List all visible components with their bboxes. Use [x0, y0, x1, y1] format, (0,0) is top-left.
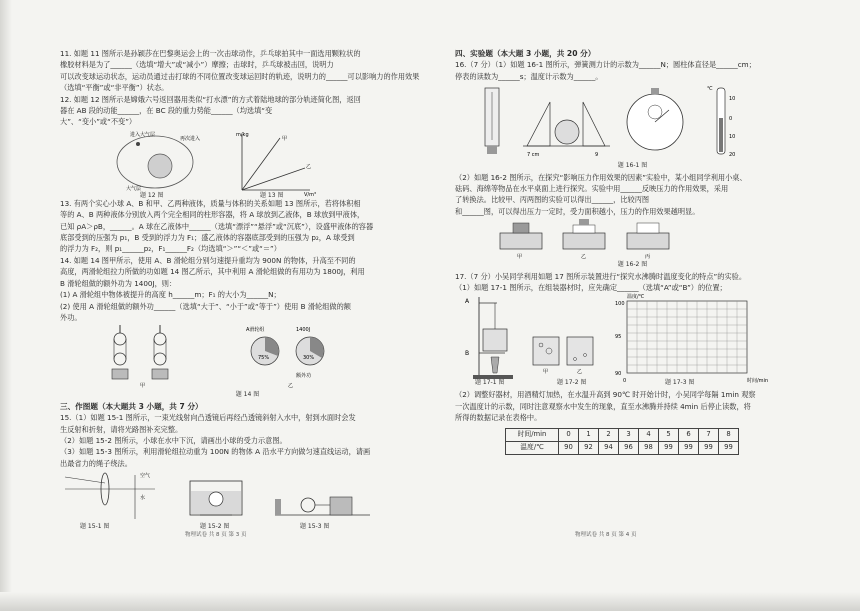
q13-line-2: 等的 A、B 两种液体分别放入两个完全相同的柱形容器，将 A 球放到乙液体，B 球放到甲液体，: [60, 210, 365, 220]
fig17-3-y-label: 温度/℃: [627, 294, 645, 301]
table-cell: 7: [699, 428, 719, 441]
fig17-drawing: [455, 293, 810, 389]
left-footer: 物理试卷 共 8 页 第 3 页: [185, 532, 247, 538]
q15-line-3: （2）如题 15-2 图所示，小球在水中下沉，请画出小球的受力示意图。: [60, 435, 287, 445]
table-cell: 1: [579, 428, 599, 441]
section4-title: 四、实验题（本大题 3 小题，共 20 分）: [455, 49, 596, 58]
q13-line-6: 14. 如题 14 图甲所示，使用 A、B 滑轮组分别匀速提升重均为 900N 的物体，升高至不同的: [60, 255, 356, 265]
q13-line-5: 的浮力为 F₂，则 p₁______p₂，F₁______F₂（均选填“＞”“＜”或“＝”）: [60, 244, 281, 254]
q11-line-4: （选填“平衡”或“非平衡”）状态。: [60, 83, 169, 93]
fig16-spring-scale: [485, 88, 499, 154]
table-row-temp: [506, 441, 739, 454]
fig14-extra-label: 额外功: [296, 373, 312, 380]
q16-line-1: 16.（7 分）（1）如题 16-1 图所示，弹簧测力计的示数为______N；圆柱体直径是______cm；: [455, 60, 756, 70]
fig16-2-bing: [627, 223, 669, 259]
fig16-2-jia-label: 甲: [517, 254, 523, 260]
table-cell: 4: [639, 428, 659, 441]
table-header-time: 时间/min: [506, 428, 559, 441]
fig16-2-bing-label: 丙: [645, 254, 651, 260]
fig17-3-tick-95: 95: [615, 334, 622, 341]
q16-2-line-2: 砝码、海绵等物品在水平桌面上进行探究。实验中用______反映压力的作用效果，采用: [455, 184, 729, 194]
fig16-1-drawing: [455, 82, 810, 160]
section3-title: 三、作图题（本大题共 3 小题，共 7 分）: [60, 401, 203, 411]
q12-line-3: 大”、“变小”或“不变”）: [60, 117, 137, 127]
table-header-temp: 温度/℃: [506, 441, 559, 454]
q15-line-1: 15.（1）如题 15-1 图所示，一束光线射向凸透镜后再经凸透镜斜射入水中，射到水面时会发: [60, 413, 356, 423]
fig14-pie-b-value: 30%: [303, 355, 315, 362]
q17-line-2: （1）如题 17-1 图所示，在组装器材时，应先确定______（选填“A”或“B”）的位置；: [455, 283, 727, 293]
q12-line-2: 器在 AB 段的动能______，在 BC 段的重力势能______（均选填“变: [60, 106, 273, 116]
q14-line-3: (1) A 滑轮组中物体被提升的高度 h______m；F₁ 的大小为______N；: [60, 290, 281, 300]
table-cell: 99: [659, 441, 679, 454]
fig17-3-tick-0: 0: [623, 378, 627, 385]
figure-16-2: [455, 217, 810, 259]
q14-line-5: 外功。: [60, 312, 82, 322]
page-left-edge: [0, 0, 12, 611]
figure-17: [455, 293, 810, 389]
fig12-caption: 题 12 图: [140, 191, 164, 199]
fig17-a-label: A: [465, 298, 470, 306]
fig13-graph: [236, 132, 316, 198]
fig16-therm-10: 10: [729, 96, 736, 103]
fig17-1-caption: 题 17-1 图: [475, 379, 505, 387]
q15-line-2: 生反射和折射，请将光路图补充完整。: [60, 424, 183, 434]
fig17-3-grid: [615, 293, 768, 384]
q16-2-line-1: （2）如题 16-2 图所示，在探究“影响压力作用效果的因素”实验中，某小组同学利用小桌、: [455, 172, 747, 182]
table-cell: 99: [699, 441, 719, 454]
fig16-2-caption: 题 16-2 图: [617, 261, 648, 269]
table-cell: 94: [599, 441, 619, 454]
table-cell: 96: [619, 441, 639, 454]
q14-line-2: B 滑轮组做的额外功为 1400J，则：: [60, 278, 177, 288]
fig14-pie-a: [251, 337, 279, 365]
q13-line-1: 13. 有两个实心小球 A、B 和甲、乙两种液体，质量与体积的关系如题 13 图所示，若将体积相: [60, 198, 361, 208]
fig15-2-tank: [190, 481, 242, 515]
table-row-time: [506, 428, 739, 441]
fig17-2-beakers: [533, 337, 593, 375]
temperature-table: [505, 428, 739, 455]
fig12-orbit: [117, 131, 200, 192]
table-cell: 99: [679, 441, 699, 454]
fig17-3-caption: 题 17-3 图: [665, 379, 695, 387]
fig14-jia: 甲: [140, 383, 146, 390]
fig13-line-yi: 乙: [306, 163, 312, 170]
q17-2-line-3: 所得的数据记录在表格中。: [455, 413, 542, 423]
page-bottom-edge: [0, 592, 860, 611]
fig13-y-label: m/kg: [236, 131, 249, 138]
fig14-pie-b: [296, 337, 324, 365]
fig12-label-b: 再次进入: [180, 135, 201, 142]
fig14-a-work-label: A滑轮组: [246, 327, 265, 334]
q17-line-1: 17.（7 分）小吴同学利用如题 17 图所示装置进行“探究水沸腾时温度变化的特点”的实验。: [455, 271, 747, 281]
table-cell: 92: [579, 441, 599, 454]
fig16-therm-0: 0: [729, 116, 733, 123]
fig15-1-caption: 题 15-1 图: [80, 523, 110, 531]
q15-line-4: （3）如题 15-3 图所示，利用滑轮组拉动重为 100N 的物体 A 沿水平方向做匀速直线运动，请画: [60, 447, 371, 457]
table-cell: 90: [559, 441, 579, 454]
q11-line-2: 橡胶材料是为了______（选填“增大”或“减小”）摩擦；击球时，乒乓球被击回，说明力: [60, 60, 334, 70]
fig16-ruler-right: 9: [595, 152, 599, 159]
fig16-2-yi-label: 乙: [581, 254, 587, 260]
fig15-3-pulley: [275, 497, 370, 515]
table-cell: 8: [719, 428, 739, 441]
q16-line-2: 停表的读数为______s；温度计示数为______。: [455, 71, 603, 81]
fig12-label-atmos: 大气层: [126, 185, 142, 192]
fig17-1-apparatus: [465, 297, 513, 379]
q17-2-line-2: 一次温度计的示数，同时注意观察水中发生的现象，直至水沸腾并持续 4min 后停止读数，将: [455, 401, 751, 411]
q12-line-1: 12. 如题 12 图所示是嫦娥六号返回器用类似“打水漂”的方式着陆地球的部分轨迹简化图，返回: [60, 94, 361, 104]
fig16-therm-20: 20: [729, 152, 736, 159]
fig14-pulley-a: [112, 325, 128, 379]
figure-15: [60, 469, 435, 531]
figure-16-1: [455, 82, 810, 160]
q14-line-1: 高度，两滑轮组拉力所做的功如题 14 图乙所示，其中利用 A 滑轮组做的有用功为 1800J，利用: [60, 267, 365, 277]
fig14-caption: 题 14 图: [235, 391, 260, 399]
fig17-3-tick-90: 90: [615, 371, 622, 378]
fig16-ruler-left: 7 cm: [527, 152, 540, 159]
fig16-therm-10b: 10: [729, 134, 736, 141]
left-column: [60, 48, 435, 531]
fig16-2-jia: [500, 223, 542, 259]
fig17-3-x-label: 时间/min: [747, 378, 769, 385]
fig14-b-work-label: 1400J: [296, 327, 311, 334]
q15-line-5: 出最省力的绳子绕法。: [60, 458, 132, 468]
table-cell: 99: [719, 441, 739, 454]
q11-line-1: 11. 如题 11 图所示是孙颖莎在巴黎奥运会上的一次击球动作，乒乓球拍其中一面选用颗粒状的: [60, 49, 361, 58]
fig14-pulley-b: [152, 325, 168, 379]
fig15-2-caption: 题 15-2 图: [200, 523, 230, 531]
fig15-air-label: 空气: [140, 473, 151, 480]
fig17-3-tick-100: 100: [615, 301, 625, 308]
fig16-stopwatch: [627, 88, 683, 150]
figure-14: [60, 323, 435, 389]
fig15-1-lens: [65, 472, 155, 519]
q16-2-line-3: 了转换法。比较甲、丙两图的实验可以得出______，比较丙图: [455, 195, 650, 205]
table-cell: 0: [559, 428, 579, 441]
fig13-line-jia: 甲: [282, 135, 288, 142]
table-cell: 98: [639, 441, 659, 454]
fig15-3-caption: 题 15-3 图: [300, 523, 330, 531]
fig16-thermometer: [707, 86, 735, 158]
figures-12-13: [60, 128, 435, 198]
fig17-2-yi: 乙: [577, 369, 583, 376]
fig12-13-drawing: [60, 128, 435, 198]
fig14-drawing: [60, 323, 435, 389]
q16-2-line-4: 和______图，可以得出压力一定时，受力面积越小，压力的作用效果越明显。: [455, 206, 700, 216]
right-footer: 物理试卷 共 8 页 第 4 页: [575, 532, 637, 538]
table-cell: 2: [599, 428, 619, 441]
q13-line-4: 底部受到的压强为 p₁，B 受到的浮力为 F₁；盛乙液体的容器底部受到的压强为 p₂，A 球受到: [60, 233, 355, 243]
fig13-caption: 题 13 图: [260, 191, 284, 199]
q11-line-3: 可以改变球运动状态，运动员通过击打球的不同位置改变球运回时的轨迹，说明力的______可以影响力的作用效果: [60, 71, 420, 81]
table-cell: 5: [659, 428, 679, 441]
fig17-2-jia: 甲: [543, 369, 549, 376]
fig17-b-label: B: [465, 350, 470, 358]
fig13-x-label: V/m³: [304, 191, 316, 198]
fig16-ruler-cylinder: [523, 102, 610, 158]
q13-line-3: 已知 ρA＞ρB，______。A 球在乙液体中______（选填“漂浮”“悬浮”或“沉底”），设盛甲液体的容器: [60, 221, 374, 231]
fig15-water-label: 水: [140, 495, 146, 502]
table-cell: 6: [679, 428, 699, 441]
fig12-label-a: 进入大气层: [130, 131, 156, 138]
fig16-1-caption: 题 16-1 图: [617, 162, 648, 170]
fig17-2-caption: 题 17-2 图: [557, 379, 587, 387]
fig14-yi: 乙: [288, 383, 294, 390]
fig14-pie-a-value: 75%: [258, 355, 270, 362]
fig16-2-drawing: [455, 217, 810, 259]
table-cell: 3: [619, 428, 639, 441]
fig16-therm-unit: ℃: [707, 86, 713, 93]
right-column: [455, 48, 810, 455]
q17-2-line-1: （2）调整好器材，用酒精灯加热，在水温升高到 90℃ 时开始计时，小吴同学每隔 1min 观察: [455, 390, 756, 400]
fig16-2-yi: [563, 219, 605, 259]
fig15-drawing: [60, 469, 435, 531]
q14-line-4: (2) 使用 A 滑轮组做的额外功______（选填“大于”、“小于”或“等于”）使用 B 滑轮组做的额: [60, 301, 351, 311]
